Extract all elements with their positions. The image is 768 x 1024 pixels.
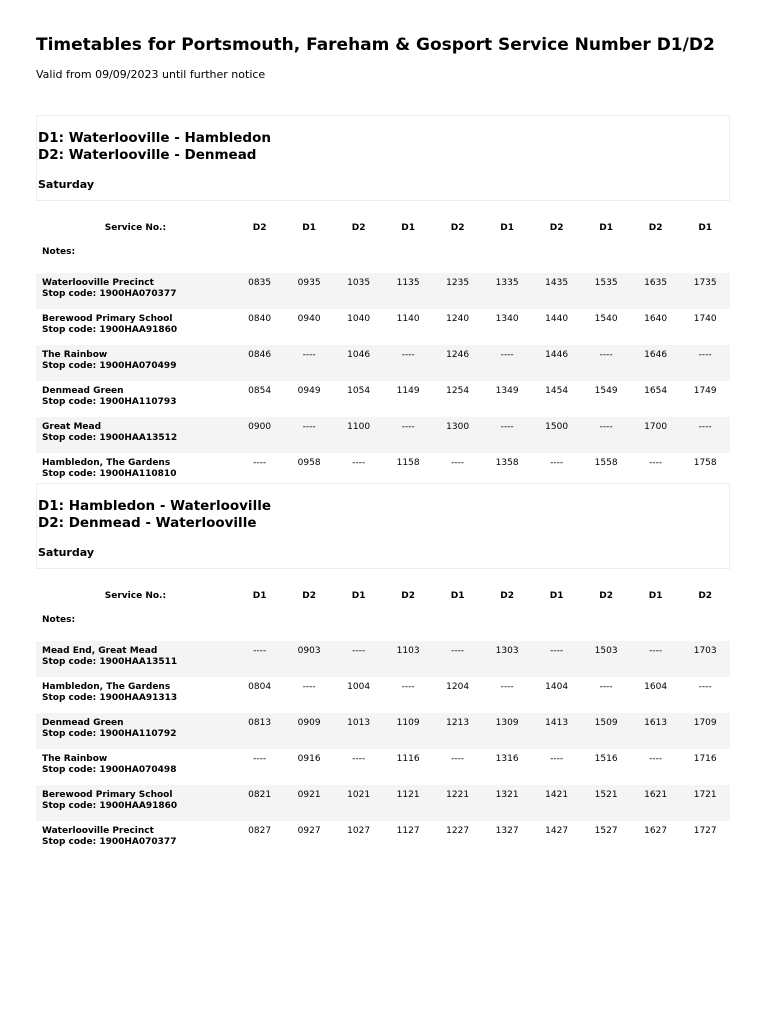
stop-code: Stop code: 1900HA110792	[42, 729, 177, 739]
table-row	[36, 417, 730, 453]
service-number: D2	[500, 591, 514, 601]
departure-time: ----	[649, 458, 663, 468]
departure-time: 0909	[284, 713, 334, 749]
table-row	[36, 785, 730, 821]
departure-time: 1440	[545, 314, 569, 324]
service-number: D1	[500, 223, 514, 233]
departure-time: ----	[302, 682, 316, 692]
departure-time: 1221	[433, 785, 483, 821]
notes-cell	[482, 245, 532, 265]
service-number: D1	[648, 591, 663, 601]
departure-time: 1627	[644, 826, 668, 836]
notes-cell	[383, 245, 433, 265]
departure-time: 1654	[644, 386, 668, 396]
stop-code: Stop code: 1900HAA13512	[42, 433, 178, 443]
table-row	[36, 345, 730, 381]
departure-time: 1503	[581, 641, 631, 677]
stop-name-cell	[36, 345, 235, 381]
departure-time: 0854	[248, 386, 272, 396]
departure-time: ----	[680, 417, 730, 453]
notes-cell	[334, 613, 384, 633]
departure-time: 1700	[631, 417, 681, 453]
departure-time: 0958	[297, 458, 321, 468]
departure-time: 1135	[383, 273, 433, 309]
departure-time: ----	[383, 417, 433, 453]
service-number: D1	[698, 223, 713, 233]
departure-time: 1558	[594, 458, 618, 468]
departure-time: 1716	[693, 754, 717, 764]
departure-time: 1335	[482, 273, 532, 309]
notes-cell	[433, 245, 483, 265]
stop-code: Stop code: 1900HAA91313	[42, 693, 178, 703]
departure-time: 1140	[396, 314, 420, 324]
notes-row	[36, 245, 730, 265]
notes-cell	[532, 613, 582, 633]
departure-time: ----	[550, 754, 564, 764]
notes-cell	[433, 613, 483, 633]
stop-code: Stop code: 1900HAA91860	[42, 801, 178, 811]
day-label: Saturday	[38, 546, 94, 559]
validity-note: Valid from 09/09/2023 until further notice	[36, 68, 266, 81]
departure-time: 1349	[495, 386, 519, 396]
notes-cell	[284, 613, 334, 633]
departure-time: 1213	[433, 713, 483, 749]
departure-time: 1421	[532, 785, 582, 821]
stop-code: Stop code: 1900HA070498	[42, 765, 177, 775]
route-line: D1: Hambledon - Waterlooville	[38, 498, 271, 514]
departure-time: 1509	[581, 713, 631, 749]
stop-name: Mead End, Great Mead	[42, 646, 158, 656]
departure-time: 1358	[495, 458, 519, 468]
departure-time: 1446	[532, 345, 582, 381]
stop-name-cell	[36, 785, 235, 821]
notes-cell	[284, 245, 334, 265]
departure-time: 1500	[532, 417, 582, 453]
departure-time: 0935	[284, 273, 334, 309]
table-row	[36, 309, 730, 345]
departure-time: 0827	[248, 826, 272, 836]
departure-time: 1235	[433, 273, 483, 309]
departure-time: 1035	[334, 273, 384, 309]
notes-cell	[680, 613, 730, 633]
departure-time: 1549	[594, 386, 618, 396]
stop-name-cell	[36, 417, 235, 453]
departure-time: 1516	[594, 754, 618, 764]
table-row	[36, 821, 730, 857]
route-line: D2: Waterlooville - Denmead	[38, 147, 257, 163]
departure-time: ----	[599, 682, 613, 692]
departure-time: ----	[581, 345, 631, 381]
departure-time: 1709	[680, 713, 730, 749]
stop-name-cell	[36, 749, 235, 785]
departure-time: 1103	[383, 641, 433, 677]
departure-time: 1021	[334, 785, 384, 821]
table-row	[36, 677, 730, 713]
departure-time: 0927	[297, 826, 321, 836]
stop-name: Hambledon, The Gardens	[42, 682, 171, 692]
stop-code: Stop code: 1900HA070377	[42, 837, 177, 847]
service-number: D2	[302, 591, 316, 601]
timetable-table	[36, 591, 730, 857]
table-row	[36, 749, 730, 785]
notes-cell	[581, 245, 631, 265]
departure-time: 1204	[446, 682, 470, 692]
page-title: Timetables for Portsmouth, Fareham & Gosport Service Number D1/D2	[36, 35, 715, 55]
table-row	[36, 273, 730, 309]
departure-time: 0821	[235, 785, 285, 821]
service-number-row	[36, 223, 730, 245]
table-row	[36, 641, 730, 677]
departure-time: 0804	[248, 682, 272, 692]
departure-time: 1749	[693, 386, 717, 396]
stop-name: Berewood Primary School	[42, 314, 173, 324]
notes-cell	[383, 613, 433, 633]
service-number: D1	[302, 223, 316, 233]
stop-code: Stop code: 1900HA110793	[42, 397, 177, 407]
departure-time: 1454	[545, 386, 569, 396]
service-number: D2	[549, 223, 564, 233]
notes-label: Notes:	[42, 247, 76, 257]
departure-time: 1740	[693, 314, 717, 324]
notes-cell	[631, 245, 681, 265]
departure-time: ----	[482, 345, 532, 381]
departure-time: 1540	[594, 314, 618, 324]
departure-time: 1646	[631, 345, 681, 381]
service-number: D1	[252, 591, 267, 601]
departure-time: ----	[253, 458, 267, 468]
service-number-label: Service No.:	[104, 223, 167, 233]
departure-time: 1149	[396, 386, 420, 396]
departure-time: 1109	[383, 713, 433, 749]
departure-time: ----	[284, 345, 334, 381]
notes-cell	[235, 613, 285, 633]
notes-row	[36, 613, 730, 633]
stop-name-cell	[36, 641, 235, 677]
departure-time: 1521	[581, 785, 631, 821]
stop-code: Stop code: 1900HA070499	[42, 361, 177, 371]
departure-time: 1727	[693, 826, 717, 836]
stop-name: Berewood Primary School	[42, 790, 173, 800]
departure-time: 1621	[631, 785, 681, 821]
departure-time: 0903	[284, 641, 334, 677]
stop-name-cell	[36, 713, 235, 749]
departure-time: 1054	[347, 386, 371, 396]
departure-time: 1013	[334, 713, 384, 749]
service-number: D1	[401, 223, 415, 233]
departure-time: 1340	[495, 314, 519, 324]
service-number: D2	[648, 223, 663, 233]
departure-time: ----	[482, 417, 532, 453]
notes-label: Notes:	[42, 615, 76, 625]
departure-time: ----	[680, 345, 730, 381]
timetable-table	[36, 223, 730, 489]
service-number: D2	[252, 223, 267, 233]
route-line: D1: Waterlooville - Hambledon	[38, 130, 271, 146]
departure-time: 0940	[297, 314, 321, 324]
service-number-row	[36, 591, 730, 613]
departure-time: 1254	[446, 386, 470, 396]
departure-time: 1321	[482, 785, 532, 821]
service-number: D1	[549, 591, 564, 601]
departure-time: ----	[451, 754, 465, 764]
departure-time: 1435	[532, 273, 582, 309]
departure-time: ----	[433, 641, 483, 677]
departure-time: 0835	[235, 273, 285, 309]
departure-time: 0840	[248, 314, 272, 324]
departure-time: 1635	[631, 273, 681, 309]
departure-time: ----	[352, 458, 366, 468]
day-label: Saturday	[38, 178, 94, 191]
service-number: D2	[351, 223, 366, 233]
notes-cell	[532, 245, 582, 265]
notes-cell	[334, 245, 384, 265]
departure-time: 1027	[347, 826, 371, 836]
stop-name-cell	[36, 821, 235, 857]
stop-name: The Rainbow	[42, 754, 108, 764]
service-number: D1	[450, 591, 465, 601]
departure-time: ----	[401, 682, 415, 692]
departure-time: ----	[383, 345, 433, 381]
departure-time: ----	[500, 682, 514, 692]
notes-cell	[235, 245, 285, 265]
notes-cell	[581, 613, 631, 633]
departure-time: 1527	[594, 826, 618, 836]
stop-name: Denmead Green	[42, 386, 124, 396]
departure-time: 1535	[581, 273, 631, 309]
stop-code: Stop code: 1900HAA91860	[42, 325, 178, 335]
departure-time: 1121	[383, 785, 433, 821]
stop-name: The Rainbow	[42, 350, 108, 360]
departure-time: 1316	[495, 754, 519, 764]
departure-time: 0846	[235, 345, 285, 381]
service-number: D1	[351, 591, 366, 601]
departure-time: 0900	[235, 417, 285, 453]
stop-name-cell	[36, 273, 235, 309]
departure-time: 1240	[446, 314, 470, 324]
notes-cell	[482, 613, 532, 633]
departure-time: 0921	[284, 785, 334, 821]
service-number: D2	[401, 591, 415, 601]
departure-time: ----	[284, 417, 334, 453]
route-heading-box	[36, 115, 730, 201]
departure-time: ----	[334, 641, 384, 677]
departure-time: ----	[253, 754, 267, 764]
departure-time: ----	[550, 458, 564, 468]
notes-cell	[631, 613, 681, 633]
stop-name-cell	[36, 381, 235, 417]
departure-time: 1100	[334, 417, 384, 453]
stop-name: Great Mead	[42, 422, 102, 432]
route-line: D2: Denmead - Waterlooville	[38, 515, 257, 531]
service-number: D2	[698, 591, 713, 601]
departure-time: 1127	[396, 826, 420, 836]
departure-time: 0949	[297, 386, 321, 396]
departure-time: 1227	[446, 826, 470, 836]
route-heading-box	[36, 483, 730, 569]
table-row	[36, 713, 730, 749]
departure-time: 1613	[631, 713, 681, 749]
stop-code: Stop code: 1900HAA13511	[42, 657, 178, 667]
departure-time: 1303	[482, 641, 532, 677]
departure-time: 1246	[433, 345, 483, 381]
stop-name: Denmead Green	[42, 718, 124, 728]
departure-time: 1427	[545, 826, 569, 836]
stop-name-cell	[36, 677, 235, 713]
departure-time: 1413	[532, 713, 582, 749]
departure-time: 1703	[680, 641, 730, 677]
departure-time: ----	[532, 641, 582, 677]
departure-time: ----	[581, 417, 631, 453]
departure-time: 0916	[297, 754, 321, 764]
departure-time: ----	[235, 641, 285, 677]
stop-code: Stop code: 1900HA110810	[42, 469, 177, 479]
departure-time: 1758	[693, 458, 717, 468]
departure-time: 1327	[495, 826, 519, 836]
departure-time: 1309	[482, 713, 532, 749]
departure-time: 1004	[347, 682, 371, 692]
departure-time: 1046	[334, 345, 384, 381]
service-number: D1	[599, 223, 613, 233]
stop-name: Hambledon, The Gardens	[42, 458, 171, 468]
service-number-label: Service No.:	[104, 591, 167, 601]
departure-time: ----	[451, 458, 465, 468]
stop-code: Stop code: 1900HA070377	[42, 289, 177, 299]
stop-name: Waterlooville Precinct	[42, 826, 154, 836]
departure-time: ----	[631, 641, 681, 677]
departure-time: 0813	[235, 713, 285, 749]
service-number: D2	[450, 223, 465, 233]
departure-time: ----	[649, 754, 663, 764]
service-number: D2	[599, 591, 613, 601]
departure-time: ----	[698, 682, 712, 692]
departure-time: 1116	[396, 754, 420, 764]
departure-time: 1721	[680, 785, 730, 821]
departure-time: 1604	[644, 682, 668, 692]
departure-time: 1040	[347, 314, 371, 324]
departure-time: 1640	[644, 314, 668, 324]
stop-name-cell	[36, 309, 235, 345]
departure-time: 1735	[680, 273, 730, 309]
departure-time: 1300	[433, 417, 483, 453]
departure-time: 1404	[545, 682, 569, 692]
departure-time: 1158	[396, 458, 420, 468]
table-row	[36, 381, 730, 417]
stop-name: Waterlooville Precinct	[42, 278, 154, 288]
departure-time: ----	[352, 754, 366, 764]
notes-cell	[680, 245, 730, 265]
